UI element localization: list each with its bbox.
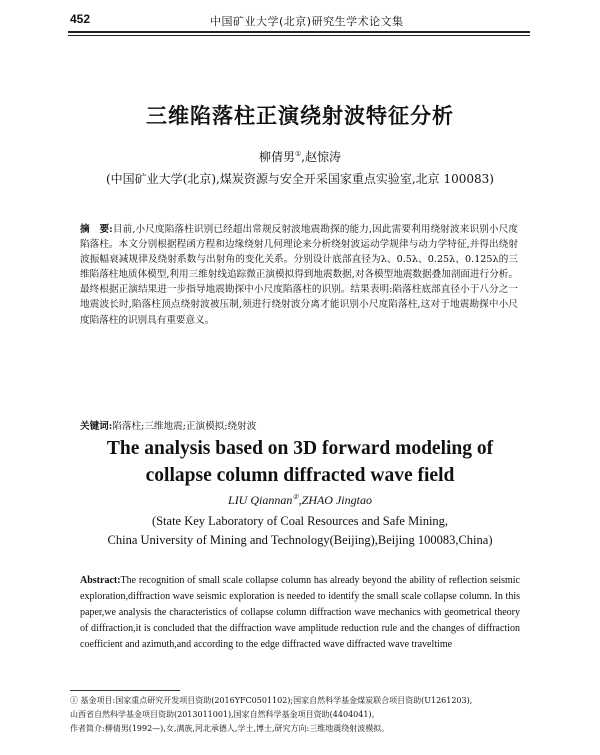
keywords-zh-text: 陷落柱;三维地震;正演模拟;绕射波 (112, 421, 257, 432)
running-header: 中国矿业大学(北京)研究生学术论文集 (210, 15, 404, 28)
footnote-line: ① 基金项目:国家重点研究开发项目资助(2016YFC0501102);国家自然科学基金煤炭联合项目资助(U1261203), (70, 696, 473, 705)
footnote-line: 山西省自然科学基金项目资助(2013011001),国家自然科学基金项目资助(4404041)。 (70, 710, 380, 719)
footnote-mark: ① (294, 150, 302, 158)
author-name-en-rest: ,ZHAO Jingtao (298, 493, 372, 507)
page-number: 452 (70, 12, 91, 26)
keywords-zh-label: 关键词: (80, 421, 113, 432)
affiliation-en-line2: China University of Mining and Technology(Beijing),Beijing 100083,China) (107, 533, 493, 547)
author-names-zh: 柳倩男 (258, 150, 295, 164)
abstract-zh-text: 目前,小尺度陷落柱识别已经超出常规反射波地震勘探的能力,因此需要利用绕射波来识别小尺度陷落柱。本文分别根据程函方程和边缘绕射几何理论来分析绕射波运动学规律与动力学特征,并得出绕射波振幅衰减规律及绕射系数与出射角的变化关系。分别设计底部直径为λ、0.5λ、0.25λ、0.125λ的三维陷落柱地质体模型,利用三维射线追踪微正演模拟得到地震数据,对各模型地震数据叠加剖面进行分析。最终根据正演结果进一步指导地震勘探中小尺度陷落柱的识别。结果表明:陷落柱底部直径小于八分之一地震波长时,陷落柱顶点绕射波被压制,须进行绕射波分离才能识别小尺度陷落柱,这对于地震勘探中小尺度陷落柱的识别具有重要意义。 (80, 224, 518, 326)
abstract-en-label: Abstract: (80, 575, 121, 586)
footnote-line: 作者简介:柳倩男(1992—),女,满族,河北承德人,学士,博士,研究方向:三维地震绕射波模拟。 (70, 724, 390, 733)
abstract-zh (80, 222, 518, 328)
header-rule-thin (68, 35, 530, 36)
footnote-rule (70, 690, 180, 691)
abstract-en (80, 573, 520, 653)
header-rule (68, 31, 530, 33)
title-zh: 三维陷落柱正演绕射波特征分析 (146, 104, 454, 128)
affiliation-en-line1: (State Key Laboratory of Coal Resources and Safe Mining, (151, 514, 449, 528)
affiliation-zh: (中国矿业大学(北京),煤炭资源与安全开采国家重点实验室,北京 100083) (106, 172, 494, 186)
author-name-en: LIU Qiannan (228, 493, 293, 507)
authors-en (0, 493, 600, 508)
title-en-line2: collapse column diffracted wave field (145, 465, 455, 486)
abstract-en-text: The recognition of small scale collapse column has already beyond the ability of reflection seismic exploration,diffraction wave seismic exploration is needed to identify the small scale collapse column. In this paper,we analysis the characteristics of collapse column diffraction wave mechanics with geometrical theory of diffraction,it is concluded that the diffraction wave amplitude reduction rule and the changes of diffraction coefficient and azimuth,and according to the edge diffracted wave diffracted wave traveltime (80, 575, 520, 650)
keywords-zh (80, 418, 518, 432)
abstract-zh-label: 摘 要: (80, 224, 113, 235)
title-en-line1: The analysis based on 3D forward modeling of (106, 438, 494, 459)
footnote-mark-en: ① (292, 493, 299, 501)
author-names-zh-rest: ,赵惊涛 (301, 150, 342, 164)
authors-zh (0, 148, 600, 165)
